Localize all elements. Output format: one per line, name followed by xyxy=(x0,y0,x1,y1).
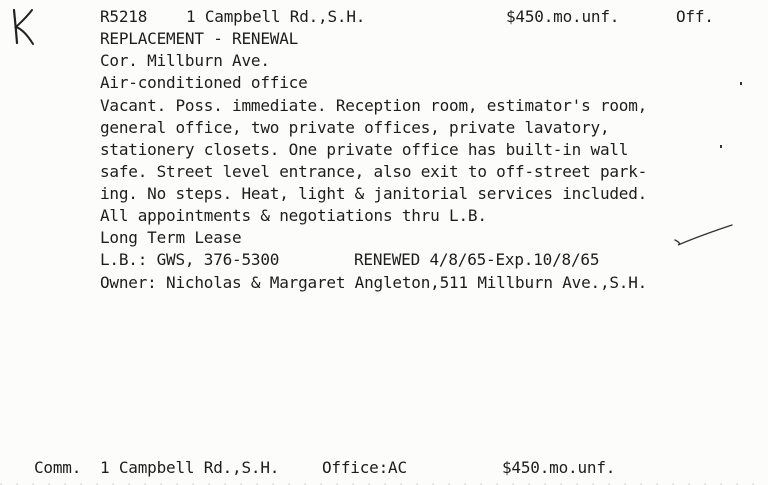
listing-line-9: All appointments & negotiations thru L.B. xyxy=(100,206,487,225)
listing-line-1: REPLACEMENT - RENEWAL xyxy=(100,29,299,48)
stray-mark xyxy=(720,145,722,148)
listing-renewed: RENEWED 4/8/65-Exp.10/8/65 xyxy=(354,250,600,269)
listing-line-10: Long Term Lease xyxy=(100,228,242,247)
listing-code: R5218 xyxy=(100,7,148,26)
listing-category: Off. xyxy=(676,7,714,26)
footer-price: $450.mo.unf. xyxy=(502,458,616,477)
listing-line-3: Air-conditioned office xyxy=(100,73,308,92)
listing-line-4: Vacant. Poss. immediate. Reception room, estimator's room, xyxy=(100,96,648,115)
footer-office: Office:AC xyxy=(322,458,407,477)
listing-line-6: stationery closets. One private office has built-in wall xyxy=(100,140,629,159)
listing-line-2: Cor. Millburn Ave. xyxy=(100,51,270,70)
footer-comm: Comm. xyxy=(34,458,82,477)
handwritten-check-mark xyxy=(670,222,736,252)
handwritten-k-mark xyxy=(8,6,42,46)
listing-line-7: safe. Street level entrance, also exit to off-street park- xyxy=(100,162,648,181)
listing-broker: L.B.: GWS, 376-5300 xyxy=(100,250,280,269)
listing-owner: Owner: Nicholas & Margaret Angleton,511 Millburn Ave.,S.H. xyxy=(100,273,648,292)
stray-mark xyxy=(740,82,742,85)
listing-line-8: ing. No steps. Heat, light & janitorial services included. xyxy=(100,184,648,203)
listing-line-5: general office, two private offices, private lavatory, xyxy=(100,118,610,137)
footer-address: 1 Campbell Rd.,S.H. xyxy=(100,458,280,477)
listing-price: $450.mo.unf. xyxy=(506,7,620,26)
listing-address: 1 Campbell Rd.,S.H. xyxy=(186,7,366,26)
